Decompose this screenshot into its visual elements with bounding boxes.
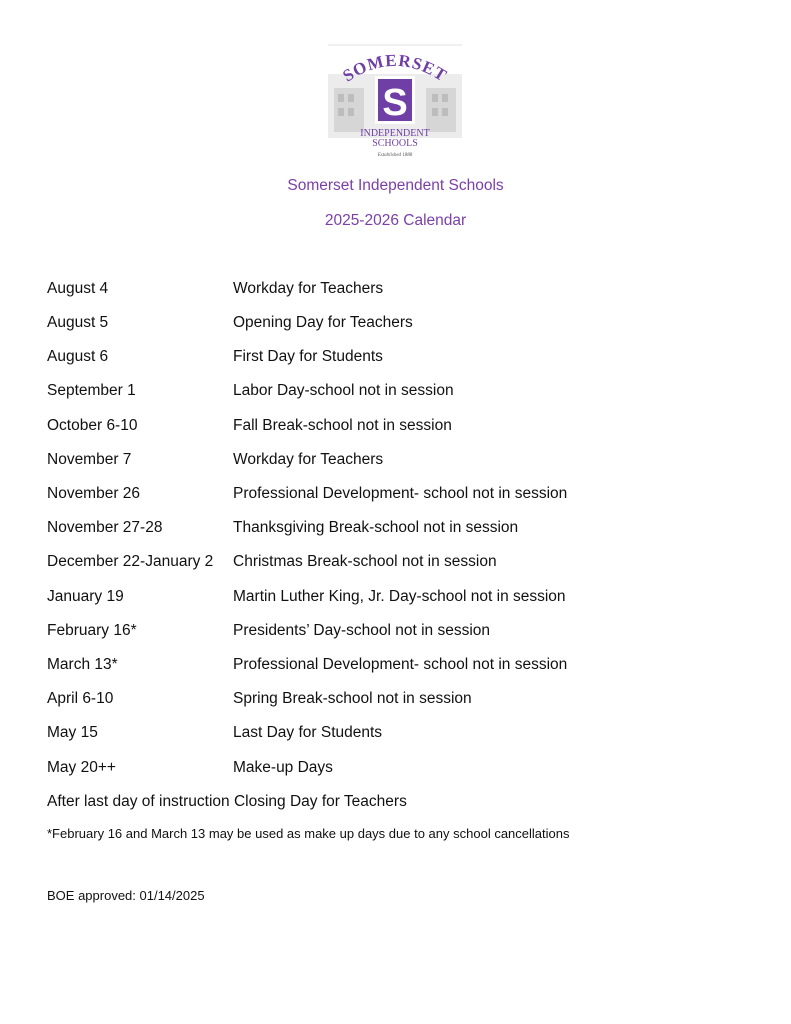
event-description: Last Day for Students <box>233 724 383 741</box>
event-date: May 15 <box>47 724 98 741</box>
logo-established: Established 1888 <box>377 153 413 158</box>
event-date: October 6-10 <box>47 417 138 434</box>
event-date: February 16* <box>47 622 137 639</box>
event-date: May 20++ <box>47 759 116 776</box>
footnote: *February 16 and March 13 may be used as make up days due to any school cancellations <box>47 826 570 841</box>
logo-arc-text: SOMERSET <box>339 50 451 86</box>
event-description: Make-up Days <box>233 759 333 776</box>
event-date: April 6-10 <box>47 690 114 707</box>
boe-approval: BOE approved: 01/14/2025 <box>47 888 205 903</box>
event-description: Martin Luther King, Jr. Day-school not in session <box>233 588 566 605</box>
event-date: November 26 <box>47 485 141 502</box>
district-name: Somerset Independent Schools <box>287 177 504 194</box>
event-date: August 6 <box>47 348 109 365</box>
event-description: Fall Break-school not in session <box>233 417 452 434</box>
event-description: Workday for Teachers <box>233 451 384 468</box>
event-description: Thanksgiving Break-school not in session <box>233 519 519 536</box>
calendar-title: 2025-2026 Calendar <box>324 212 467 229</box>
event-description: Spring Break-school not in session <box>233 690 472 707</box>
logo-line1: INDEPENDENT <box>360 128 430 139</box>
event-date: November 7 <box>47 451 132 468</box>
event-date: March 13* <box>47 656 118 673</box>
event-date: August 5 <box>47 314 109 331</box>
event-description: Opening Day for Teachers <box>233 314 413 331</box>
event-description: Professional Development- school not in session <box>233 656 568 673</box>
event-date: September 1 <box>47 382 136 399</box>
event-date: December 22-January 2 <box>47 553 214 570</box>
event-description: Professional Development- school not in session <box>233 485 568 502</box>
event-description: Presidents’ Day-school not in session <box>233 622 491 639</box>
event-description: First Day for Students <box>233 348 383 365</box>
event-date: January 19 <box>47 588 124 605</box>
district-logo <box>326 44 464 162</box>
event-date: August 4 <box>47 280 109 297</box>
logo-letter: S <box>382 82 408 124</box>
event-description: Workday for Teachers <box>233 280 384 297</box>
event-description: Christmas Break-school not in session <box>233 553 497 570</box>
event-description: Labor Day-school not in session <box>233 382 454 399</box>
closing-day-line: After last day of instruction Closing Day for Teachers <box>47 793 407 810</box>
logo-line2: SCHOOLS <box>372 138 418 149</box>
event-date: November 27-28 <box>47 519 163 536</box>
logo-graphic <box>326 44 464 162</box>
